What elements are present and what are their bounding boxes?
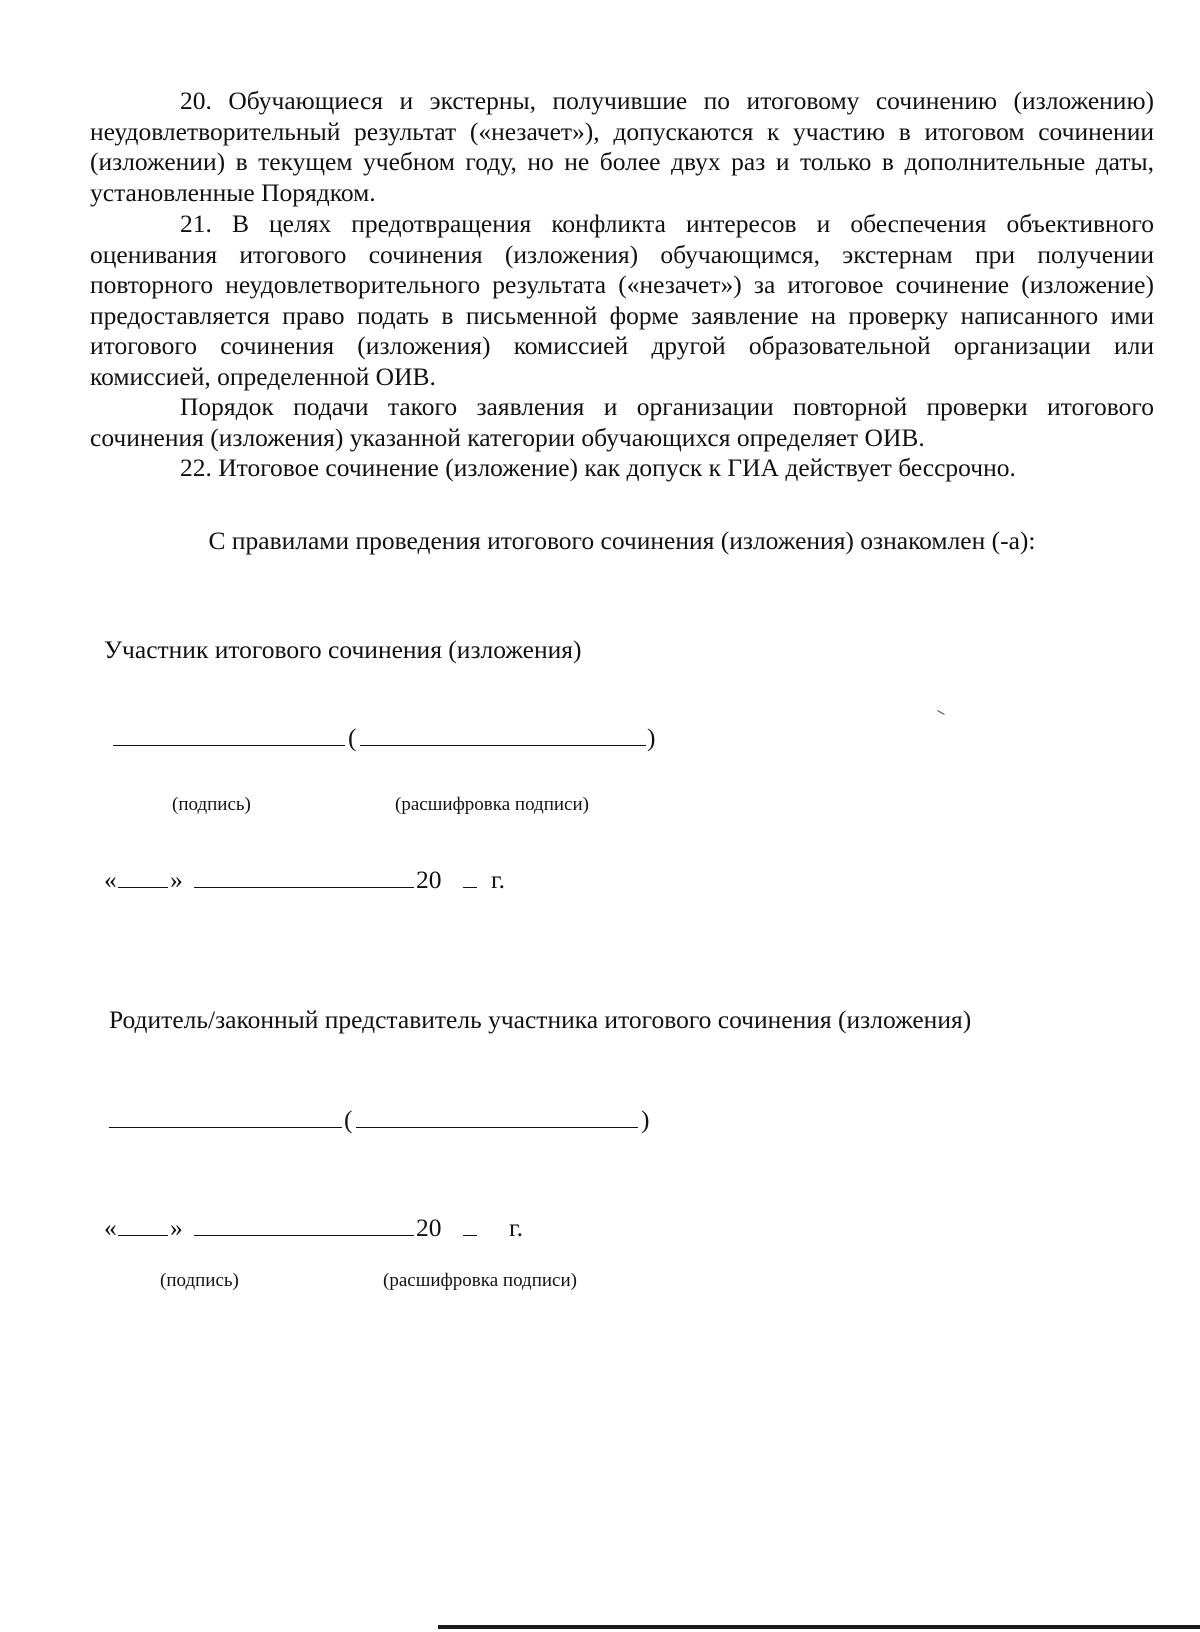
parent-open-bracket: ( bbox=[344, 1105, 353, 1134]
participant-signature-line bbox=[113, 745, 345, 746]
parent-date-quote-close: » bbox=[170, 1213, 183, 1242]
parent-date-quote-open: « bbox=[104, 1213, 117, 1242]
participant-year-line bbox=[463, 887, 477, 888]
participant-transcript-caption: (расшифровка подписи) bbox=[395, 794, 589, 815]
parent-close-bracket: ) bbox=[641, 1105, 650, 1134]
participant-day-line bbox=[118, 887, 168, 888]
parent-signature-line bbox=[109, 1127, 342, 1128]
parent-day-line bbox=[118, 1235, 168, 1236]
paragraph-21: 21. В целях предотвращения конфликта интересов и обеспечения объективного оценивания итогового сочинения (изложения) обучающимся, экстернам при получении повторного неудовлетворительного результата («незачет») за итоговое сочинение (изложение) предоставляется право подать в письменной форме заявление на проверку написанного ими итогового сочинения (изложения) комиссией другой образовательной организации или комиссией, определенной ОИВ. bbox=[90, 209, 1154, 391]
participant-transcript-line bbox=[360, 745, 646, 746]
parent-month-line bbox=[194, 1235, 414, 1236]
parent-transcript-line bbox=[356, 1127, 638, 1128]
parent-year-suffix: г. bbox=[509, 1213, 523, 1242]
participant-open-bracket: ( bbox=[348, 723, 357, 752]
paragraph-22: 22. Итоговое сочинение (изложение) как допуск к ГИА действует бессрочно. bbox=[180, 453, 1016, 482]
scan-edge-bar bbox=[438, 1625, 1200, 1629]
participant-date-quote-open: « bbox=[104, 865, 117, 894]
parent-year-prefix: 20 bbox=[416, 1213, 442, 1242]
paragraph-20: 20. Обучающиеся и экстерны, получившие по итоговому сочинению (изложению) неудовлетворительный результат («незачет»), допускаются к участию в итоговом сочинении (изложении) в текущем учебном году, но не более двух раз и только в дополнительные даты, установленные Порядком. bbox=[90, 86, 1154, 207]
parent-transcript-caption: (расшифровка подписи) bbox=[383, 1270, 577, 1291]
participant-signature-caption: (подпись) bbox=[172, 794, 251, 815]
paragraph-order: Порядок подачи такого заявления и организации повторной проверки итогового сочинения (изложения) указанной категории обучающихся определяет ОИВ. bbox=[90, 392, 1154, 452]
participant-date-quote-close: » bbox=[170, 865, 183, 894]
acknowledgement-text: С правилами проведения итогового сочинения (изложения) ознакомлен (-а): bbox=[208, 526, 1036, 555]
participant-month-line bbox=[194, 887, 414, 888]
participant-year-prefix: 20 bbox=[416, 865, 442, 894]
scan-speck bbox=[937, 710, 944, 715]
parent-heading: Родитель/законный представитель участника итогового сочинения (изложения) bbox=[109, 1005, 972, 1034]
participant-year-suffix: г. bbox=[491, 865, 505, 894]
participant-heading: Участник итогового сочинения (изложения) bbox=[104, 635, 582, 664]
participant-close-bracket: ) bbox=[647, 723, 656, 752]
parent-signature-caption: (подпись) bbox=[160, 1270, 239, 1291]
parent-year-line bbox=[463, 1235, 477, 1236]
